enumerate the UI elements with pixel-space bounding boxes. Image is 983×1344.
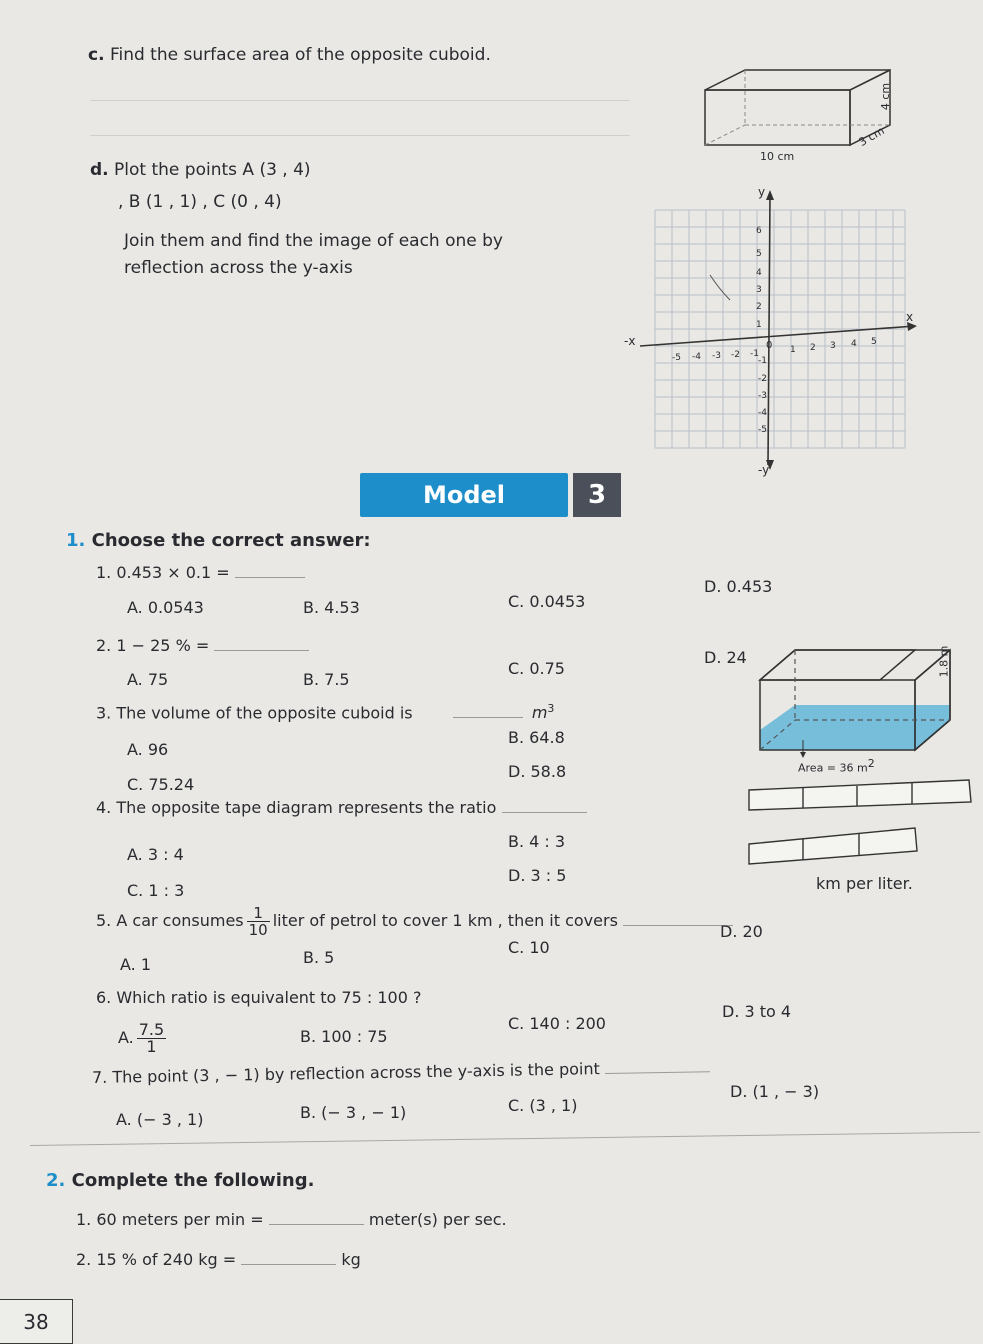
- section1-heading: [66, 530, 371, 551]
- q2-text: 1 − 25 % =: [116, 636, 210, 655]
- cuboid2-area-text: Area = 36 m: [798, 761, 868, 775]
- q6-num: 6.: [96, 988, 112, 1007]
- section1-num: 1.: [66, 530, 86, 551]
- q4-option-b[interactable]: B. 4 : 3: [508, 832, 566, 851]
- answer-line-1: [90, 100, 630, 101]
- y-tick-neg5: -5: [758, 425, 767, 435]
- cuboid-figure-2: [755, 640, 955, 760]
- x-tick-2: 2: [810, 343, 816, 353]
- q5-option-c[interactable]: C. 10: [508, 938, 550, 957]
- part-d-label: d.: [90, 160, 109, 180]
- q4-option-a[interactable]: A. 3 : 4: [127, 845, 184, 864]
- q6-option-d[interactable]: D. 3 to 4: [722, 1002, 792, 1021]
- q6-text: Which ratio is equivalent to 75 : 100 ?: [116, 988, 422, 1007]
- q3-stem: [96, 702, 554, 722]
- s2-q2-tail: kg: [341, 1250, 361, 1269]
- q5-fraction: [247, 905, 270, 938]
- part-c-text: Find the surface area of the opposite cuboid.: [109, 45, 491, 65]
- cuboid2-area-label: [798, 757, 875, 775]
- part-d-line3: Join them and find the image of each one by: [124, 231, 503, 251]
- s2-q2-text: 15 % of 240 kg =: [96, 1250, 237, 1269]
- q3-num: 3.: [96, 703, 112, 723]
- y-tick-2: 2: [756, 302, 762, 312]
- q5-blank: [623, 924, 733, 926]
- q3-unit: m: [531, 703, 548, 723]
- q5-pre: A car consumes: [116, 911, 244, 930]
- grid-y-label: y: [758, 185, 766, 199]
- q5-frac-den: 10: [248, 921, 268, 939]
- part-d-line1: [90, 160, 311, 180]
- grid-neg-y-label: -y: [758, 463, 770, 477]
- q4-text: The opposite tape diagram represents the ratio: [116, 798, 497, 817]
- x-tick-neg5: -5: [672, 353, 681, 363]
- s2-q2-num: 2.: [76, 1250, 92, 1269]
- q2-option-a[interactable]: A. 75: [127, 670, 169, 689]
- x-tick-neg4: -4: [692, 352, 701, 362]
- y-tick-4: 4: [756, 268, 762, 278]
- q3-option-b[interactable]: B. 64.8: [508, 728, 565, 747]
- q7-option-a[interactable]: A. (− 3 , 1): [116, 1110, 204, 1129]
- q2-blank: [214, 649, 309, 651]
- answer-line-2: [90, 135, 630, 136]
- q7-num: 7.: [91, 1067, 108, 1087]
- section2-heading: [46, 1170, 314, 1191]
- q3-text: The volume of the opposite cuboid is: [116, 703, 413, 723]
- q7-option-b[interactable]: B. (− 3 , − 1): [300, 1103, 407, 1122]
- q3-unit-exp: 3: [547, 702, 555, 715]
- x-tick-4: 4: [851, 339, 857, 349]
- s2-q1-num: 1.: [76, 1210, 92, 1229]
- q7-blank: [605, 1070, 710, 1074]
- s2-q2: [76, 1250, 361, 1269]
- q1-option-d[interactable]: D. 0.453: [704, 577, 773, 596]
- x-tick-neg2: -2: [731, 350, 740, 360]
- coordinate-grid: [620, 180, 920, 480]
- q2-option-b[interactable]: B. 7.5: [303, 670, 350, 689]
- q6-stem: [96, 988, 421, 1007]
- y-tick-neg1: -1: [758, 356, 767, 366]
- q5-num: 5.: [96, 911, 112, 930]
- q7-stem: [92, 1057, 710, 1087]
- x-tick-neg3: -3: [712, 351, 721, 361]
- q4-option-c[interactable]: C. 1 : 3: [127, 881, 185, 900]
- q1-option-a[interactable]: A. 0.0543: [127, 598, 204, 617]
- x-tick-1: 1: [790, 345, 796, 355]
- cuboid2-height-label: 1.8 m: [937, 645, 951, 678]
- q6-option-a-label: A.: [118, 1028, 134, 1047]
- q4-option-d[interactable]: D. 3 : 5: [508, 866, 567, 885]
- part-c-label: c.: [88, 45, 105, 65]
- part-d-text1: Plot the points A (3 , 4): [114, 160, 311, 180]
- y-axis: [766, 195, 773, 465]
- q7-option-d[interactable]: D. (1 , − 3): [730, 1082, 820, 1101]
- grid-neg-x-label: -x: [624, 334, 636, 348]
- q5-stem: [96, 905, 733, 938]
- y-tick-neg3: -3: [758, 391, 767, 401]
- part-d-line2: , B (1 , 1) , C (0 , 4): [118, 192, 282, 212]
- section-divider: [30, 1132, 980, 1146]
- cuboid1-width-label: 3 cm: [856, 124, 887, 149]
- y-tick-1: 1: [756, 320, 762, 330]
- q1-blank: [235, 576, 305, 578]
- q7-text: The point (3 , − 1) by reflection across the y-axis is the point: [112, 1059, 600, 1087]
- s2-q1-tail: meter(s) per sec.: [368, 1210, 507, 1229]
- q1-text: 0.453 × 0.1 =: [116, 563, 230, 582]
- s2-q1: [76, 1210, 507, 1229]
- cuboid1-height-label: 4 cm: [879, 82, 893, 111]
- cuboid-figure-1: [700, 60, 900, 170]
- q3-blank: [453, 716, 523, 718]
- q6-option-a[interactable]: [118, 1022, 169, 1055]
- section1-title: Choose the correct answer:: [91, 530, 371, 551]
- y-tick-neg2: -2: [758, 374, 767, 384]
- q3-option-a[interactable]: A. 96: [127, 740, 169, 759]
- y-tick-3: 3: [756, 285, 762, 295]
- tape-diagram: [745, 778, 975, 870]
- q6-option-c[interactable]: C. 140 : 200: [508, 1014, 606, 1033]
- s2-q1-blank[interactable]: [269, 1223, 364, 1225]
- q3-option-d[interactable]: D. 58.8: [508, 762, 567, 781]
- q1-stem: [96, 563, 305, 582]
- q4-stem: [96, 798, 587, 817]
- q5-tail: km per liter.: [816, 874, 913, 893]
- q7-option-c[interactable]: C. (3 , 1): [508, 1096, 578, 1115]
- s2-q2-blank[interactable]: [241, 1263, 336, 1265]
- q4-num: 4.: [96, 798, 112, 817]
- q2-option-c[interactable]: C. 0.75: [508, 659, 565, 678]
- section2-title: Complete the following.: [71, 1170, 315, 1191]
- cuboid1-length-label: 10 cm: [760, 150, 795, 163]
- page-number: 38: [0, 1299, 73, 1344]
- part-d-line4: reflection across the y-axis: [124, 258, 353, 278]
- q6-option-a-fraction: [137, 1022, 166, 1055]
- q4-blank: [502, 811, 587, 813]
- q6-a-num: 7.5: [138, 1020, 165, 1039]
- q5-frac-num: 1: [247, 905, 270, 922]
- q1-option-b[interactable]: B. 4.53: [303, 598, 360, 617]
- section2-num: 2.: [46, 1170, 66, 1191]
- part-c-question: [88, 45, 491, 65]
- q2-stem: [96, 636, 309, 655]
- y-tick-neg4: -4: [758, 408, 767, 418]
- q3-option-c[interactable]: C. 75.24: [127, 775, 195, 794]
- q6-a-den: 1: [146, 1037, 157, 1056]
- cuboid2-area-exp: 2: [867, 757, 875, 770]
- q5-post: liter of petrol to cover 1 km , then it covers: [272, 911, 618, 930]
- x-tick-neg1: -1: [750, 349, 759, 359]
- grid-origin-label: 0: [766, 340, 773, 351]
- q5-option-a[interactable]: A. 1: [120, 955, 152, 974]
- x-tick-3: 3: [830, 341, 836, 351]
- s2-q1-text: 60 meters per min =: [96, 1210, 264, 1229]
- q1-option-c[interactable]: C. 0.0453: [508, 592, 586, 611]
- grid-x-label: x: [906, 310, 914, 324]
- q5-option-d[interactable]: D. 20: [720, 922, 763, 941]
- model-banner: Model: [360, 473, 568, 517]
- q6-option-b[interactable]: B. 100 : 75: [300, 1027, 388, 1046]
- q1-num: 1.: [96, 563, 112, 582]
- x-tick-5: 5: [871, 337, 877, 347]
- model-number: 3: [573, 473, 621, 517]
- q5-option-b[interactable]: B. 5: [303, 948, 335, 967]
- y-tick-5: 5: [756, 249, 762, 259]
- q2-num: 2.: [96, 636, 112, 655]
- y-tick-6: 6: [756, 226, 762, 236]
- q2-option-d[interactable]: D. 24: [704, 648, 747, 667]
